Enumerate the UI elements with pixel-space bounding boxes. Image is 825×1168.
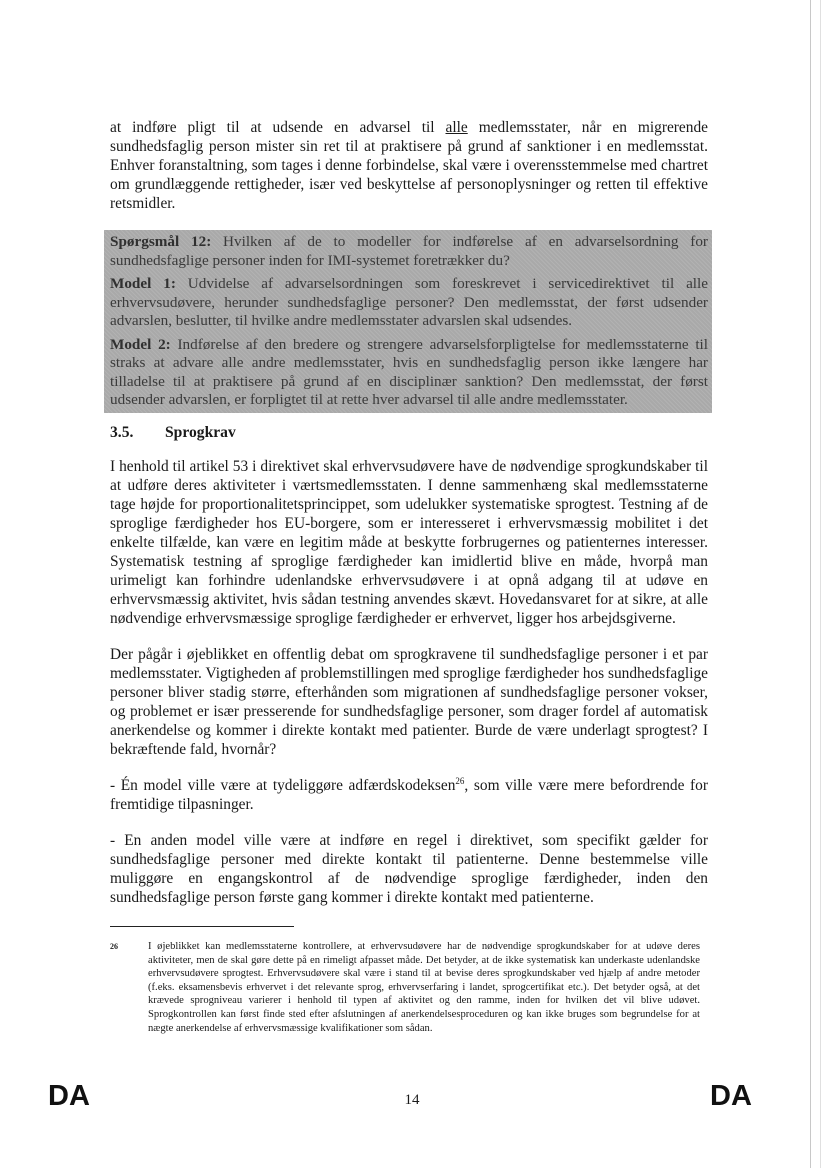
paragraph-model-one	[110, 776, 708, 814]
footnote-reference[interactable]: 26	[455, 775, 465, 786]
paragraph: - En anden model ville være at indføre en regel i direktivet, som specifikt gælder for sundhedsfaglige personer med direkte kontakt til patienterne. Denne bestemmelse ville muliggøre en engangskontrol af de nødvendige sproglige færdigheder, inden den sundhedsfaglige person første gang kommer i direkte kontakt med patienterne.	[110, 831, 708, 906]
intro-text: at indføre pligt til at udsende en advarsel til	[110, 119, 446, 136]
scan-edge-line	[820, 0, 821, 1168]
question-label: Spørgsmål 12:	[110, 233, 212, 250]
page-body	[110, 118, 708, 924]
paragraph: I henhold til artikel 53 i direktivet skal erhvervsudøvere have de nødvendige sprogkundskaber til at udføre deres aktiviteter i værtsmedlemsstaten. I denne sammenhæng skal medlemsstaterne tage højde for proportionalitetsprincippet, som udelukker systematiske sprogtest. Testning af de sproglige færdigheder hos EU-borgere, som er interesseret i erhvervsmæssig mobilitet i det enkelte tilfælde, kan være en legitim måde at beskytte forbrugernes og patienternes interesser. Systematisk testning af sproglige færdigheder kan imidlertid blive en måde, hvorpå man urimeligt kan forhindre udenlandske erhvervsudøvere i at opnå adgang til at udøve en erhvervsmæssig aktivitet, hvis sådan testning anvendes skævt. Hovedansvaret for at sikre, at alle nødvendige erhvervsmæssige sproglige færdigheder er erhvervet, ligger hos arbejdsgiverne.	[110, 457, 708, 627]
model-2-label: Model 2:	[110, 335, 171, 353]
language-code-right: DA	[710, 1080, 752, 1112]
model-1-text: Udvidelse af advarselsordningen som foreskrevet i servicedirektivet til alle erhvervsudøvere, herunder sundhedsfaglige personer? Den medlemsstat, der først udsender advarslen, beslutter, til hvilke andre medlemsstater advarslen skal udsendes.	[110, 275, 708, 329]
section-heading	[110, 423, 708, 442]
question-12	[110, 233, 708, 270]
question-text: Hvilken af de to modeller for indførelse af en advarselsordning for sundhedsfaglige personer inden for IMI-systemet foretrækker du?	[110, 233, 708, 269]
language-code-left: DA	[48, 1080, 90, 1112]
model-one-text-rest: , som ville være mere befordrende for fremtidige tilpasninger.	[110, 776, 708, 813]
scan-edge-line	[810, 0, 811, 1168]
intro-underlined-word: alle	[445, 119, 468, 136]
footnote-divider	[110, 926, 294, 927]
question-box	[104, 230, 712, 413]
page-number: 14	[404, 1092, 420, 1108]
footnote-text: I øjeblikket kan medlemsstaterne kontrollere, at erhvervsudøvere har de nødvendige sprogkundskaber for at udøve deres aktiviteter, men de skal gøre dette på en rimeligt afpasset måde. Det betyder, at de ikke systematisk kan underkaste udenlandske erhvervsudøvere sprogtest. Erhvervsudøvere skal være i stand til at bevise deres sprogkundskaber ved hjælp af andre metoder (f.eks. eksamensbevis erhvervet i det relevante sprog, erhvervserfaring i landet, sprogcertifikat etc.). Det betyder også, at det krævede sprogniveau varierer i henhold til typen af aktivitet og den ramme, inden for hvilken det vil blive udøvet. Sprogkontrollen kan først finde sted efter afslutningen af anerkendelsesproceduren og kan ikke bruges som begrundelse for at nægte anerkendelse af erhvervsmæssige kvalifikationer som sådan.	[148, 941, 700, 1034]
section-number: 3.5.	[110, 423, 134, 441]
footnote-number: 26	[110, 942, 118, 951]
model-one-text: - Én model ville være at tydeliggøre adfærdskodeksen	[110, 776, 456, 794]
model-1-label: Model 1:	[110, 275, 176, 292]
model-2	[110, 336, 708, 410]
model-1	[110, 275, 708, 331]
intro-paragraph	[110, 118, 708, 213]
intro-text-rest: medlemsstater, når en migrerende sundhedsfaglig person mister sin ret til at praktisere på grund af sanktioner i en medlemsstat. Enhver foranstaltning, som tages i denne forbindelse, skal være i overensstemmelse med chartret om grundlæggende rettigheder, især ved beskyttelse af personoplysninger og retten til effektive retsmidler.	[110, 119, 708, 212]
paragraph: Der pågår i øjeblikket en offentlig debat om sprogkravene til sundhedsfaglige personer i et par medlemsstater. Vigtigheden af problemstillingen med sproglige færdigheder hos sundhedsfaglige personer bliver stadig større, efterhånden som migrationen af sundhedsfaglige personer vokser, og problemet er især presserende for sundhedsfaglige personer, som drager fordel af automatisk anerkendelse og kommer i direkte kontakt med patienter. Burde de være underlagt sprogtest? I bekræftende fald, hvornår?	[110, 645, 708, 758]
section-title: Sprogkrav	[165, 423, 236, 441]
footnote	[110, 940, 700, 1035]
model-2-text: Indførelse af den bredere og strengere advarselsforpligtelse for medlemsstaterne til straks at advare alle andre medlemsstater, hvis en sundhedsfaglig person ikke længere har tilladelse til at praktisere på grund af en disciplinær sanktion? Den medlemsstat, der først udsender advarslen, er forpligtet til at rette hver advarsel til alle andre medlemsstater.	[110, 335, 708, 408]
